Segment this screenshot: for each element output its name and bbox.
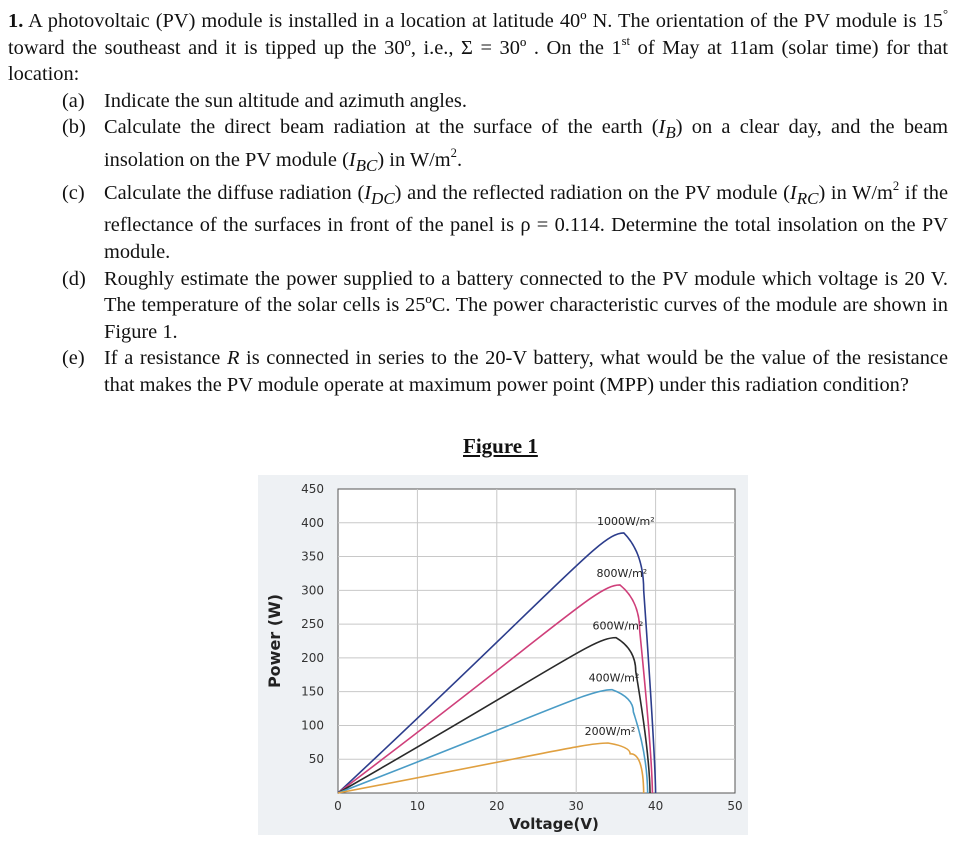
figure-title: Figure 1 (463, 434, 538, 458)
y-tick-label: 100 (301, 718, 324, 733)
part-b: (b) Calculate the direct beam radiation at the surface of the earth $(I_B)$ on a clear day, and the beam insolation on the PV module $(I_{BC})$ in $W/m^2$. (62, 116, 948, 176)
x-tick-label: 30 (568, 799, 584, 813)
x-tick-label: 0 (334, 799, 342, 813)
part-d: (d) Roughly estimate the power supplied to a battery connected to the PV module which voltage is 20 V. The temperature of the solar cells is 25ºC. The power characteristic curves of the module are shown in Figure 1. (62, 267, 948, 343)
y-tick-label: 450 (301, 482, 324, 496)
y-tick-label: 250 (301, 617, 324, 632)
x-axis-label: Voltage(V) (509, 815, 599, 833)
series-label: 800W/m² (596, 566, 648, 580)
y-tick-label: 150 (301, 684, 324, 699)
part-a: (a) Indicate the sun altitude and azimuth angles. (62, 89, 467, 112)
part-e: (e) If a resistance R is connected in series to the 20-V battery, what would be the value of the resistance that makes the PV module operate at maximum power point (MPP) under this radiation condition? (62, 347, 948, 396)
problem-statement (8, 8, 948, 399)
y-tick-label: 50 (308, 752, 324, 767)
series-label: 1000W/m² (596, 514, 655, 528)
series-label: 600W/m² (592, 619, 644, 633)
series-label: 200W/m² (584, 725, 636, 739)
y-tick-label: 300 (301, 583, 324, 598)
y-tick-label: 400 (301, 515, 324, 530)
y-axis-label: Power (W) (265, 593, 284, 689)
power-voltage-chart (258, 475, 748, 835)
y-tick-label: 200 (301, 650, 324, 665)
parts-list (8, 88, 948, 399)
x-tick-label: 40 (647, 799, 664, 813)
x-tick-label: 20 (489, 799, 505, 813)
problem-number: 1. (8, 10, 24, 32)
y-tick-label: 350 (301, 549, 324, 564)
part-c: (c) Calculate the diffuse radiation $(I_{DC})$ and the reflected radiation on the PV module $(I_{RC})$ in $W/m^2$ if the reflectance of the surfaces in front of the panel is ρ = 0.114. Determine the total insolation on the PV module. (62, 178, 948, 263)
problem-intro: 1. A photovoltaic (PV) module is installed in a location at latitude 40º N. The orientation of the PV module is 15° toward the southeast and it is tipped up the 30º, i.e., Σ = 30º . On the 1st of May at 11am (solar time) for that location: (8, 7, 948, 86)
x-tick-label: 10 (409, 799, 426, 813)
x-tick-label: 50 (727, 799, 743, 813)
series-label: 400W/m² (588, 671, 640, 685)
